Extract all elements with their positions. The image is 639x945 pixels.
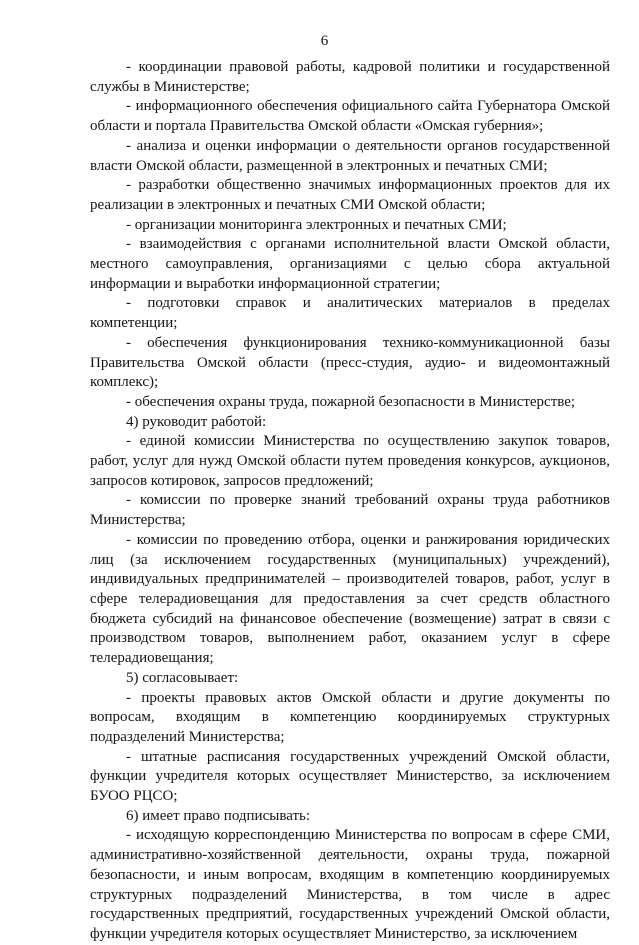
paragraph: - подготовки справок и аналитических материалов в пределах компетенции; [90,295,610,332]
paragraph: - проекты правовых актов Омской области и другие документы по вопросам, входящим в компетенцию координируемых структурных подразделений Министерства; [90,689,610,745]
paragraph: 6) имеет право подписывать: [126,807,311,824]
paragraph: - единой комиссии Министерства по осуществлению закупок товаров, работ, услуг для нужд Омской области путем проведения конкурсов, аукционов, запросов котировок, запросов предложений; [90,433,610,489]
paragraph: - исходящую корреспонденцию Министерства по вопросам в сфере СМИ, административно-хозяйственной деятельности, охраны труда, пожарной безопасности, и иным вопросам, входящим в компетенцию координируемых структурных подразделений Министерства, в том числе в адрес государственных предприятий, государственных учреждений Омской области, функции учредителя которых осуществляет Министерство, за исключением [90,827,610,942]
paragraph: - координации правовой работы, кадровой политики и государственной службы в Министерстве; [90,59,610,95]
paragraph: - разработки общественно значимых информационных проектов для их реализации в электронных и печатных СМИ Омской области; [90,177,610,213]
paragraph: - взаимодействия с органами исполнительной власти Омской области, местного самоуправления, организациями с целью сбора актуальной информации и выработки информационной стратегии; [90,236,610,292]
paragraph: - информационного обеспечения официального сайта Губернатора Омской области и портала Правительства Омской области «Омская губерния»; [90,98,610,135]
paragraph: - обеспечения функционирования технико-коммуникационной базы Правительства Омской области (пресс-студия, аудио- и видеомонтажный комплекс); [90,334,610,391]
paragraph: 5) согласовывает: [126,669,239,686]
document-body [90,58,610,945]
paragraph: - комиссии по проведению отбора, оценки и ранжирования юридических лиц (за исключением государственных (муниципальных) учреждений), индивидуальных предпринимателей – производителей товаров, работ, услуг в сфере телерадиовещания для предоставления за счет средств областного бюджета субсидий на финансовое обеспечение (возмещение) затрат в связи с производством товаров, выполнением работ, оказанием услуг в сфере телерадиовещания; [90,531,610,667]
paragraph: - комиссии по проверке знаний требований охраны труда работников Министерства; [90,492,610,529]
paragraph: 4) руководит работой: [126,413,267,430]
paragraph: - анализа и оценки информации о деятельности органов государственной власти Омской области, размещенной в электронных и печатных СМИ; [90,137,610,174]
page-number: 6 [320,33,329,49]
paragraph: - штатные расписания государственных учреждений Омской области, функции учредителя которых осуществляет Министерство, за исключением БУОО РЦСО; [90,748,610,805]
paragraph: - организации мониторинга электронных и печатных СМИ; [126,216,507,233]
paragraph: - обеспечения охраны труда, пожарной безопасности в Министерстве; [126,393,576,410]
